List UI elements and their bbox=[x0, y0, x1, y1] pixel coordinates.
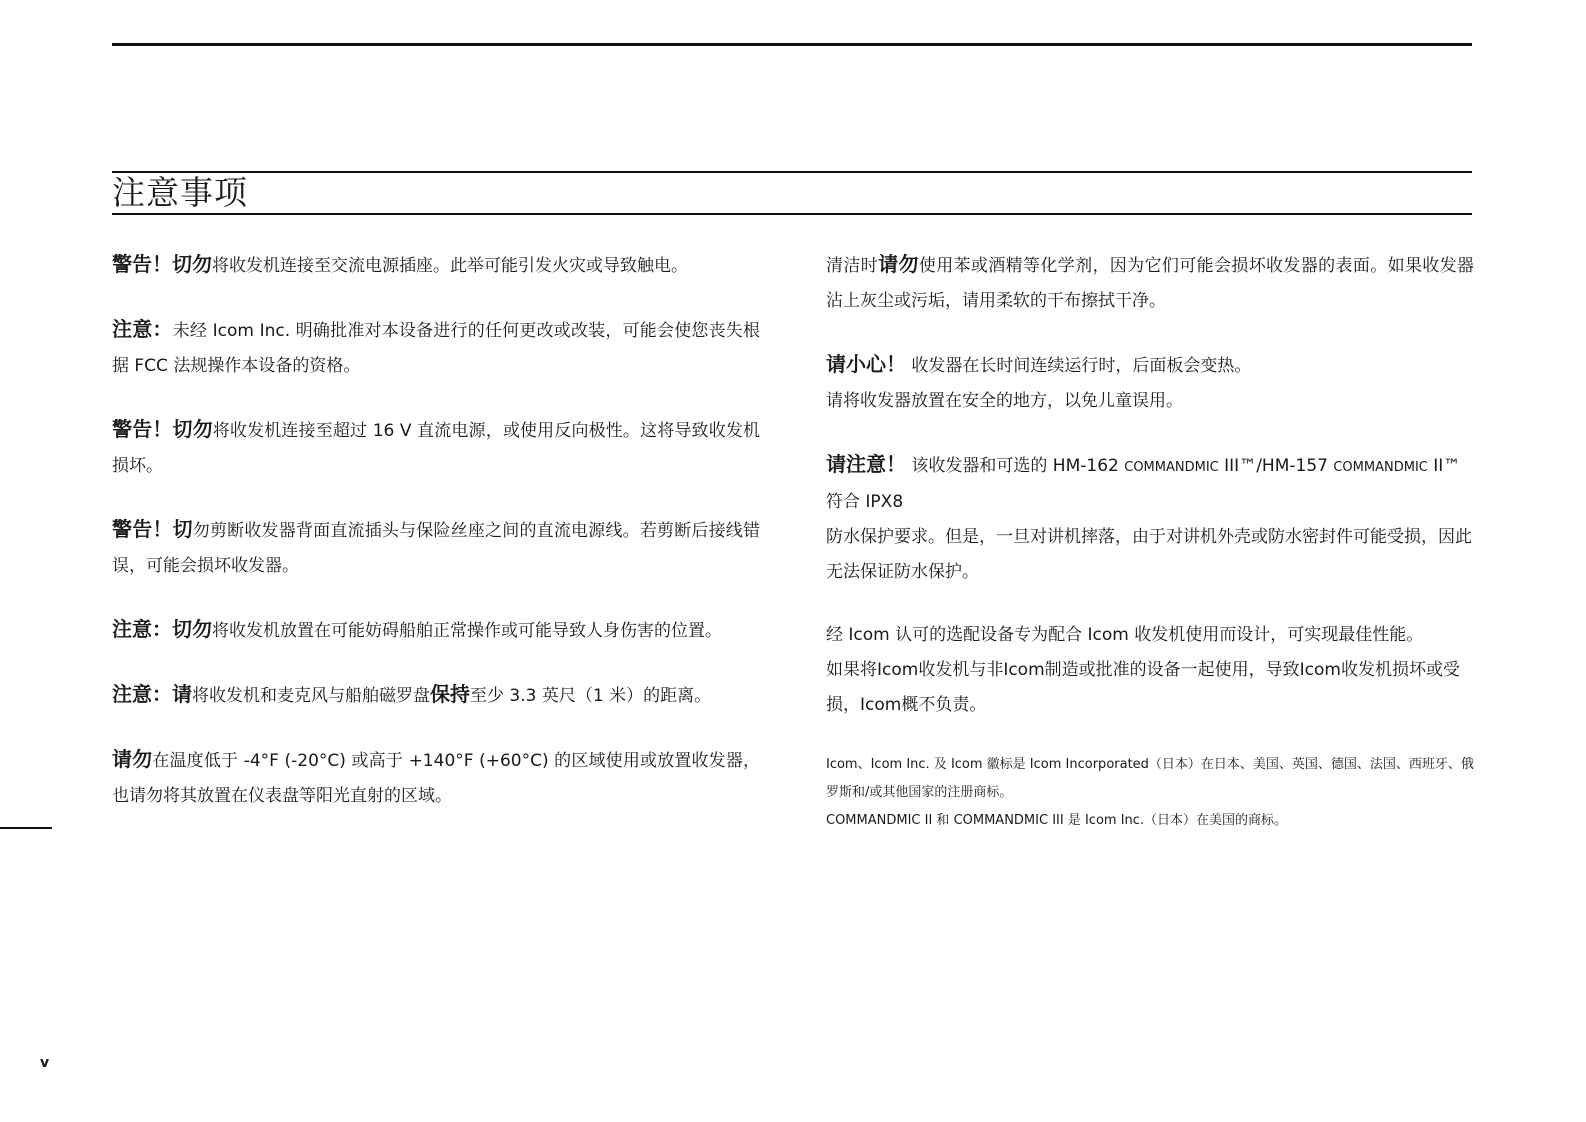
careful-label: 请小心！ bbox=[826, 352, 906, 376]
child-safety-text: 请将收发器放置在安全的地方，以免儿童误用。 bbox=[826, 391, 1183, 411]
caution-text: 未经 Icom Inc. 明确批准对本设备进行的任何更改或改装，可能会使您丧失根据 FCC 法规操作本设备的资格。 bbox=[112, 321, 761, 376]
waterproof-text-a: 该收发器和可选的 HM-162 bbox=[906, 456, 1125, 476]
heat-notice bbox=[826, 347, 1474, 384]
commandmic-label: COMMANDMIC bbox=[1333, 460, 1428, 475]
heat-text: 收发器在长时间连续运行时，后面板会变热。 bbox=[906, 356, 1252, 376]
right-column bbox=[826, 247, 1474, 835]
caution-label: 注意：切勿 bbox=[112, 617, 212, 641]
margin-mark bbox=[0, 827, 52, 829]
donot-label: 请勿 bbox=[112, 747, 153, 771]
caution-text: 将收发机和麦克风与船舶磁罗盘 bbox=[192, 686, 430, 706]
left-column bbox=[112, 247, 760, 842]
cleaning-notice bbox=[826, 247, 1474, 319]
caution-text-continued: 至少 3.3 英尺（1 米）的距离。 bbox=[470, 686, 712, 706]
caution-placement bbox=[112, 612, 760, 649]
spacer bbox=[826, 419, 1474, 447]
top-rule bbox=[112, 43, 1472, 46]
warning-ac-power bbox=[112, 247, 760, 284]
warning-label: 警告！切勿 bbox=[112, 417, 213, 441]
warning-text: 将收发机连接至交流电源插座。此举可能引发火灾或导致触电。 bbox=[212, 256, 688, 276]
caution-fcc bbox=[112, 312, 760, 384]
warning-label: 警告！切 bbox=[112, 517, 193, 541]
options-notice: 经 Icom 认可的选配设备专为配合 Icom 收发机使用而设计，可实现最佳性能。 bbox=[826, 625, 1424, 645]
temperature-text: 在温度低于 -4°F (-20°C) 或高于 +140°F (+60°C) 的区域使用或放置收发器，也请勿将其放置在仪表盘等阳光直射的区域。 bbox=[112, 751, 760, 806]
warning-text: 勿剪断收发器背面直流插头与保险丝座之间的直流电源线。若剪断后接线错误，可能会损坏收发器。 bbox=[112, 521, 761, 576]
waterproof-text-b: III™/HM-157 bbox=[1218, 456, 1334, 476]
caution-label: 注意： bbox=[112, 317, 173, 341]
trademark-notice: Icom、Icom Inc. 及 Icom 徽标是 Icom Incorporated（日本）在日本、美国、英国、德国、法国、西班牙、俄罗斯和/或其他国家的注册商标。 bbox=[826, 757, 1474, 800]
caution-compass bbox=[112, 677, 760, 714]
waterproof-detail: 防水保护要求。但是，一旦对讲机摔落，由于对讲机外壳或防水密封件可能受损，因此无法保证防水保护。 bbox=[826, 527, 1472, 582]
cleaning-prefix: 清洁时 bbox=[826, 256, 879, 276]
title-rule-top bbox=[112, 171, 1472, 173]
temperature-notice bbox=[112, 742, 760, 814]
waterproof-text-c: II™ 符合 IPX8 bbox=[826, 456, 1461, 512]
attention-label: 请注意！ bbox=[826, 452, 906, 476]
caution-text: 将收发机放置在可能妨碍船舶正常操作或可能导致人身伤害的位置。 bbox=[212, 621, 722, 641]
liability-notice: 如果将Icom收发机与非Icom制造或批准的设备一起使用，导致Icom收发机损坏或受损，Icom概不负责。 bbox=[826, 660, 1460, 715]
donot-label: 请勿 bbox=[878, 252, 919, 276]
warning-label: 警告！切勿 bbox=[112, 252, 212, 276]
warning-text: 将收发机连接至超过 16 V 直流电源，或使用反向极性。这将导致收发机损坏。 bbox=[112, 421, 761, 476]
caution-label: 注意：请 bbox=[112, 682, 192, 706]
cleaning-text: 使用苯或酒精等化学剂，因为它们可能会损坏收发器的表面。如果收发器沾上灰尘或污垢，请用柔软的干布擦拭干净。 bbox=[826, 256, 1475, 311]
warning-dc-voltage bbox=[112, 412, 760, 484]
page-number: v bbox=[40, 1055, 50, 1071]
spacer bbox=[826, 723, 1474, 751]
title-rule-bottom bbox=[112, 213, 1472, 215]
trademark-notice-commandmic: COMMANDMIC II 和 COMMANDMIC III 是 Icom Inc.（日本）在美国的商标。 bbox=[826, 813, 1288, 828]
commandmic-label: COMMANDMIC bbox=[1124, 460, 1219, 475]
waterproof-notice bbox=[826, 447, 1474, 520]
warning-dc-cable bbox=[112, 512, 760, 584]
page-title: 注意事项 bbox=[112, 173, 248, 212]
keep-label: 保持 bbox=[430, 682, 470, 706]
spacer bbox=[826, 590, 1474, 618]
